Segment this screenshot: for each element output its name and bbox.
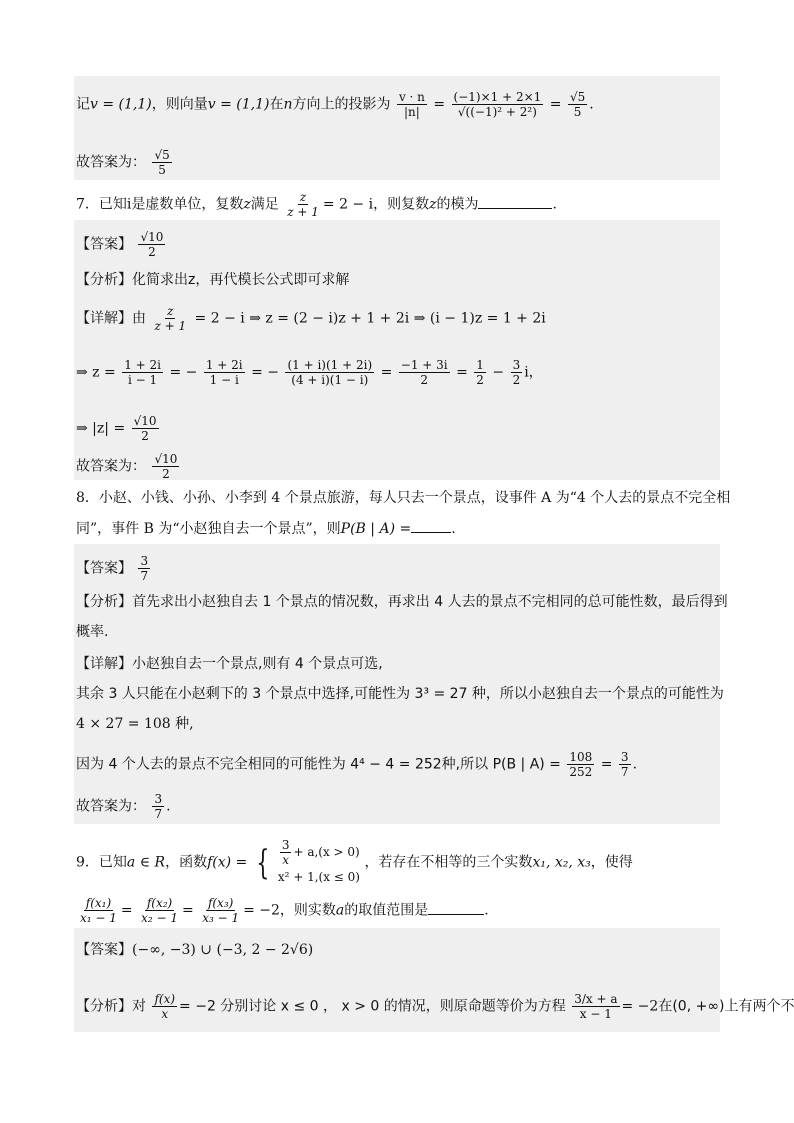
text: ⇒ |z| = xyxy=(76,420,126,437)
q7-detail-line-3 xyxy=(76,414,161,443)
numerator: f(x₂) xyxy=(146,896,173,910)
denominator: (4 + i)(1 − i) xyxy=(291,373,369,387)
fraction xyxy=(132,414,159,443)
numerator: f(x₁) xyxy=(85,896,112,910)
fraction xyxy=(152,792,164,821)
text: 已知i是虚数单位，复数 xyxy=(98,196,244,213)
q9-analysis-line xyxy=(76,992,794,1021)
numerator: f(x) xyxy=(154,992,176,1006)
var-z: z xyxy=(243,196,251,213)
denominator: 2 xyxy=(148,245,156,259)
denominator: 2 xyxy=(420,373,429,387)
denominator: 2 xyxy=(141,429,149,443)
numerator: 3 xyxy=(620,750,629,764)
q8-analysis-line-1 xyxy=(76,592,728,612)
fraction xyxy=(280,838,292,867)
q8-detail-line-3 xyxy=(76,714,194,734)
question-text: 小赵、小钱、小孙、小李到 4 个景点旅游，每人只去一个景点，设事件 A 为“4 个人去的景点不完全相 xyxy=(98,490,731,506)
denominator: 5 xyxy=(573,105,582,119)
left-brace: { xyxy=(256,842,270,883)
question-text: 同”，事件 B 为“小赵独自去一个景点”，则 xyxy=(76,521,341,537)
q7-answer-fraction xyxy=(138,230,165,259)
answer-prefix: 故答案为： xyxy=(76,458,146,475)
denominator: 5 xyxy=(158,163,166,177)
text: 已知 xyxy=(98,854,127,871)
q6-answer-line xyxy=(76,148,174,177)
fraction xyxy=(200,896,241,925)
detail-tag: 【详解】 xyxy=(76,310,132,327)
projection-result xyxy=(568,90,587,119)
text: = xyxy=(380,364,393,381)
denominator: 7 xyxy=(620,765,629,779)
text: i， xyxy=(524,364,543,381)
text: ⇒ z = xyxy=(76,364,116,381)
denominator: |n| xyxy=(404,105,420,119)
equation: = 2 − i ⇒ z = (2 − i)z + 1 + 2i ⇒ (i − 1)z = 1 + 2i xyxy=(194,310,546,327)
expression: P(B | A) = xyxy=(340,521,412,537)
numerator: 3 xyxy=(281,838,290,852)
denominator: i − 1 xyxy=(128,373,158,387)
fraction xyxy=(122,358,163,387)
text: − xyxy=(492,364,505,381)
numerator: √10 xyxy=(140,230,164,244)
denominator: √((−1)² + 2²) xyxy=(457,105,537,119)
denominator: z + 1 xyxy=(154,319,187,333)
text: = −2 xyxy=(243,902,280,919)
text: ，则向量 xyxy=(151,96,208,113)
text: = xyxy=(456,364,468,381)
text: = − xyxy=(251,364,279,381)
denominator: x xyxy=(161,1007,169,1021)
q7-detail-line-1 xyxy=(76,304,546,333)
denominator: 2 xyxy=(476,373,484,387)
detail-text: 其余 3 人只能在小赵剩下的 3 个景点中选择,可能性为 3³ = 27 种，所以小赵独自去一个景点的可能性为 xyxy=(76,686,724,702)
solution-block-q7 xyxy=(74,220,720,480)
period: . xyxy=(632,756,638,773)
numerator: √5 xyxy=(569,90,586,104)
answer-tag: 【答案】 xyxy=(76,560,132,577)
numerator: v · n xyxy=(398,90,425,104)
denominator: x₁ − 1 xyxy=(80,911,117,925)
var-z: z xyxy=(429,196,437,213)
piece-text: + a,(x > 0) xyxy=(293,845,360,859)
denominator: x₃ − 1 xyxy=(202,911,240,925)
text: = −2 分别讨论 x ≤ 0 ， x > 0 的情况，则原命题等价为方程 xyxy=(179,998,566,1015)
detail-tag: 【详解】 xyxy=(76,656,132,672)
analysis-tag: 【分析】 xyxy=(76,594,132,610)
numerator: z xyxy=(167,304,174,318)
fraction xyxy=(399,358,450,387)
detail-text: 小赵独自去一个景点,则有 4 个景点可选, xyxy=(132,656,383,672)
fraction xyxy=(152,452,179,481)
text: 记 xyxy=(76,96,90,113)
question-number: 7． xyxy=(76,196,99,213)
q7-detail-line-2 xyxy=(76,358,543,387)
text: ，使得 xyxy=(590,854,633,871)
question-7 xyxy=(76,190,557,219)
fraction xyxy=(619,750,631,779)
q7-analysis-line xyxy=(76,270,349,290)
numerator: √10 xyxy=(154,452,178,466)
answer-blank xyxy=(411,518,451,533)
text: 满足 xyxy=(250,196,279,213)
numerator: 3 xyxy=(154,792,163,806)
question-number: 9． xyxy=(76,854,99,871)
numerator: −1 + 3i xyxy=(400,358,448,372)
numerator: z xyxy=(299,190,307,204)
period: . xyxy=(552,196,557,213)
fraction xyxy=(152,304,188,333)
question-9-line-2: $\frac{\text{f(x₁)}}{\text{x₁ − 1}}$ = $\frac{\text{f(x₂)}}{\text{x₂ − 1}}$ = $\frac{\text{f(x₃)}}{\text{x₃ − 1}}$ = −2，则实数a的取值范围是 . xyxy=(80,896,489,925)
answer-blank xyxy=(428,900,484,915)
q8-analysis-line-2 xyxy=(76,622,108,642)
denominator: 2 xyxy=(162,467,170,481)
denominator: x − 1 xyxy=(579,1007,612,1021)
answer-text: (−∞, −3) ∪ (−3, 2 − 2√6) xyxy=(132,942,314,958)
text: 的模为 xyxy=(436,196,479,213)
fraction xyxy=(78,896,119,925)
variables: x₁, x₂, x₃ xyxy=(532,854,591,871)
equals: = xyxy=(600,756,613,773)
numerator: 3 xyxy=(512,358,521,372)
text: = 2 − i，则复数 xyxy=(322,196,430,213)
detail-text: 4 × 27 = 108 种, xyxy=(76,716,194,732)
equals: = xyxy=(549,96,562,113)
q7-final-answer xyxy=(76,452,181,481)
fraction xyxy=(138,554,150,583)
denominator: 252 xyxy=(569,765,593,779)
period: . xyxy=(166,798,171,815)
text: = −2 xyxy=(621,998,659,1015)
numerator: 1 + 2i xyxy=(124,358,161,372)
text: = − xyxy=(169,364,198,381)
text: ，函数 xyxy=(165,854,208,871)
answer-prefix: 故答案为： xyxy=(76,154,146,171)
vector-v: v = (1,1) xyxy=(207,96,270,113)
fraction xyxy=(474,358,486,387)
question-number: 8． xyxy=(76,490,99,506)
text: 的取值范围是 xyxy=(344,902,429,919)
expression: a ∈ R xyxy=(126,854,166,871)
numerator: (1 + i)(1 + 2i) xyxy=(287,358,373,372)
fraction xyxy=(572,992,619,1021)
function-label: f(x) = xyxy=(207,854,248,871)
period: . xyxy=(451,521,456,537)
numerator: 108 xyxy=(569,750,593,764)
denominator: z + 1 xyxy=(287,205,319,219)
fraction xyxy=(567,750,594,779)
text: 在(0, +∞)上有两个不 xyxy=(658,998,794,1015)
q8-detail-line-1 xyxy=(76,654,383,674)
fraction xyxy=(285,358,374,387)
numerator: (−1)×1 + 2×1 xyxy=(453,90,542,104)
equals: = xyxy=(433,96,446,113)
projection-fraction xyxy=(397,90,427,119)
numerator: f(x₃) xyxy=(207,896,234,910)
fraction xyxy=(152,992,177,1021)
q8-detail-line-4 xyxy=(76,750,637,779)
vector-v: v = (1,1) xyxy=(90,96,152,113)
projection-fraction-2 xyxy=(452,90,544,119)
denominator: 7 xyxy=(140,569,149,583)
denominator: x xyxy=(282,853,290,867)
text: 方向上的投影为 xyxy=(292,96,391,113)
piece-1 xyxy=(278,838,360,867)
answer-prefix: 故答案为： xyxy=(76,798,146,815)
text: ，若存在不相等的三个实数 xyxy=(364,854,533,871)
analysis-text: 首先求出小赵独自去 1 个景点的情况数，再求出 4 人去的景点不完相同的总可能性数，最后得到 xyxy=(132,594,728,610)
fraction xyxy=(139,896,180,925)
text: 由 xyxy=(132,310,146,327)
analysis-text: 概率. xyxy=(76,624,109,640)
answer-blank xyxy=(478,194,552,209)
q8-answer-line xyxy=(76,554,152,583)
vector-n: n xyxy=(283,96,293,113)
fraction xyxy=(511,358,523,387)
analysis-tag: 【分析】 xyxy=(76,272,132,288)
question-8-line-1 xyxy=(76,488,730,508)
text: ，则实数 xyxy=(279,902,336,919)
fraction xyxy=(204,358,245,387)
question-9-line-1 xyxy=(76,838,633,887)
numerator: √10 xyxy=(133,414,157,428)
numerator: 1 xyxy=(476,358,484,372)
numerator: √5 xyxy=(154,148,170,162)
analysis-text: 化简求出z，再代模长公式即可求解 xyxy=(132,272,350,288)
detail-text: 因为 4 个人去的景点不完全相同的可能性为 4⁴ − 4 = 252种,所以 P(B | A) = xyxy=(76,756,561,773)
answer-fraction xyxy=(152,148,171,177)
period: . xyxy=(589,96,594,113)
answer-tag: 【答案】 xyxy=(76,942,132,958)
q7-fraction xyxy=(285,190,321,219)
q8-final-answer xyxy=(76,792,171,821)
text: 在 xyxy=(269,96,284,113)
piecewise-function xyxy=(278,838,360,887)
numerator: 3/x + a xyxy=(574,992,618,1006)
answer-tag: 【答案】 xyxy=(76,236,132,253)
denominator: x₂ − 1 xyxy=(141,911,178,925)
period: . xyxy=(484,902,489,919)
question-8-line-2 xyxy=(76,518,456,539)
denominator: 7 xyxy=(154,807,163,821)
numerator: 3 xyxy=(140,554,149,568)
numerator: 1 + 2i xyxy=(205,358,243,372)
analysis-tag: 【分析】 xyxy=(76,998,132,1015)
q7-answer-line xyxy=(76,230,167,259)
q9-answer-line xyxy=(76,940,313,960)
var-a: a xyxy=(335,902,345,919)
piece-2: x² + 1,(x ≤ 0) xyxy=(277,870,360,884)
q6-projection-line xyxy=(76,90,594,119)
denominator: 1 − i xyxy=(209,373,239,387)
q8-detail-line-2 xyxy=(76,684,724,704)
denominator: 2 xyxy=(512,373,521,387)
text: 对 xyxy=(132,998,146,1015)
